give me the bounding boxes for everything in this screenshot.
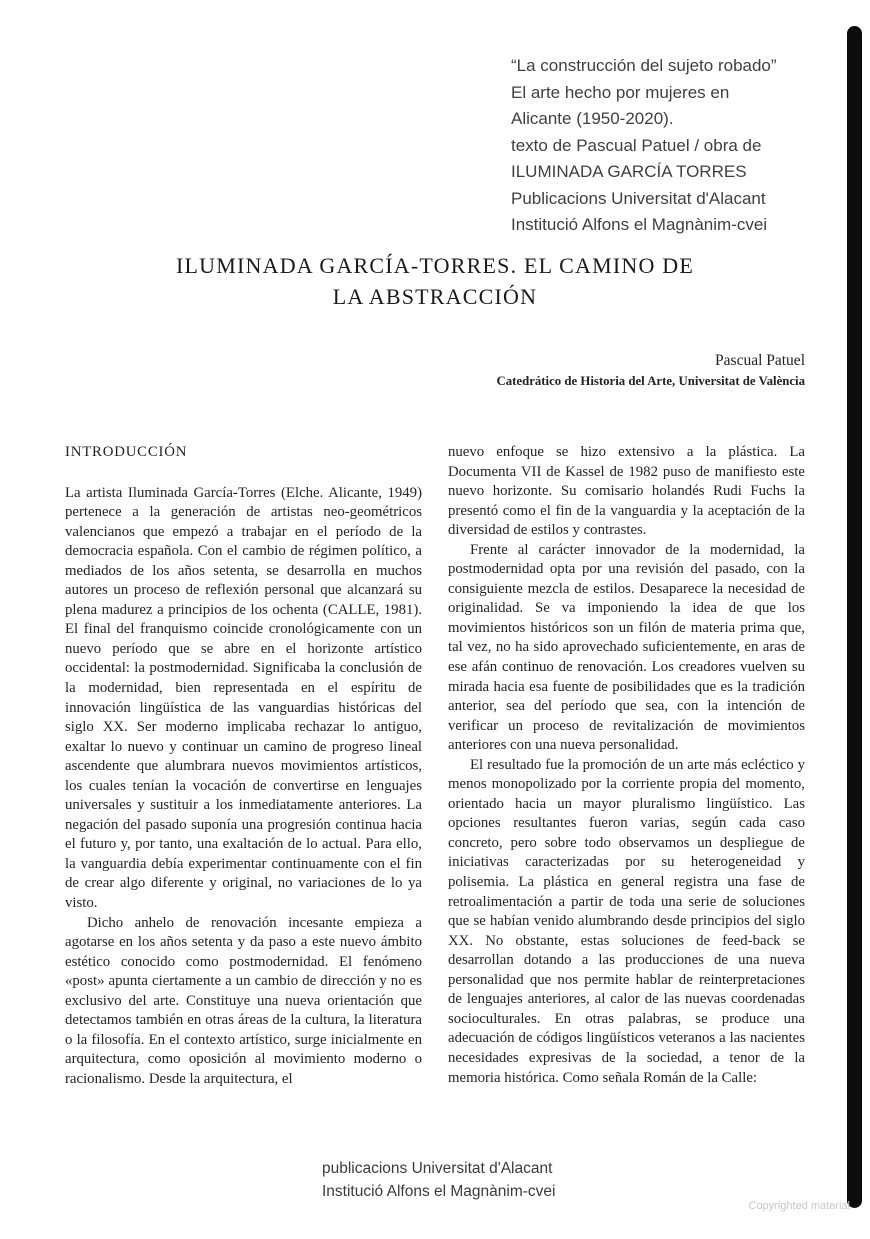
author-name: Pascual Patuel bbox=[715, 352, 805, 369]
publisher-footer bbox=[322, 1157, 555, 1203]
paragraph: nuevo enfoque se hizo extensivo a la plástica. La Documenta VII de Kassel de 1982 puso de manifiesto este nuevo horizonte. Su comisario holandés Rudi Fuchs la presentó como el fin de la vanguardia y la aceptación de la diversidad de estilos y contrastes. bbox=[448, 444, 805, 539]
author-block bbox=[497, 352, 806, 389]
publication-info-line: Publicacions Universitat d'Alacant bbox=[511, 188, 766, 208]
paragraph: La artista Iluminada García-Torres (Elche. Alicante, 1949) pertenece a la generación de artistas neo-geométricos valencianos que empezó a trabajar en el período de la democracia española. Con el cambio de régimen político, a mediados de los años setenta, se desarrolla en muchos autores un proceso de reflexión personal que alcanzará su plena madurez a principios de los ochenta (CALLE, 1981). El final del franquismo coincide cronológicamente con un nuevo período que se abre en el horizonte artístico occidental: la postmodernidad. Significaba la conclusión de la modernidad, bien representada en el espíritu de innovación lingüística de las vanguardias históricas del siglo XX. Ser moderno implicaba rechazar lo antiguo, exaltar lo nuevo y continuar un camino de progreso lineal ascendente que alumbrara nuevos movimientos artísticos, los cuales tenían la vocación de convertirse en lenguajes universales y sustituir a los inmediatamente anteriores. La negación del pasado suponía una progresión continua hacia el futuro y, por tanto, una exaltación de lo actual. Para ello, la vanguardia debía experimentar continuamente con el fin de crear algo diferente y original, no variaciones de lo ya visto. bbox=[65, 484, 422, 912]
scan-edge-bar bbox=[847, 26, 862, 1208]
chapter-title bbox=[65, 250, 805, 312]
chapter-title-line1: ILUMINADA GARCÍA-TORRES. EL CAMINO DE bbox=[175, 253, 694, 278]
publication-info-line: El arte hecho por mujeres en bbox=[511, 82, 730, 102]
section-heading-introduccion: INTRODUCCIÓN bbox=[65, 444, 188, 460]
paragraph: Dicho anhelo de renovación incesante empieza a agotarse en los años setenta y da paso a este nuevo ámbito estético conocido como postmodernidad. El fenómeno «post» apunta ciertamente a un cambio de dirección y no es exclusivo del arte. Constituye una nueva orientación que detectamos también en otras áreas de la cultura, la literatura o la filosofía. En el contexto artístico, surge inicialmente en arquitectura, como oposición al movimiento moderno o racionalismo. Desde la arquitectura, el bbox=[65, 914, 422, 1087]
paragraph: El resultado fue la promoción de un arte más ecléctico y menos monopolizado por la corriente propia del momento, orientado hacia un mayor pluralismo lingüístico. Las opciones resultantes fueron varias, según cada caso concreto, pero sobre todo observamos un despliegue de iniciativas caracterizadas por su heterogeneidad y polisemia. La plástica en general registra una fase de retroalimentación a partir de toda una serie de soluciones que se habían venido alumbrando desde principios del siglo XX. No obstante, estas soluciones de feed-back se desarrollan dotando a las producciones de una nueva personalidad que nos permite hablar de reinterpretaciones de lenguajes anteriores, al calor de las nuevas coordenadas socioculturales. En otras palabras, se produce una adecuación de códigos lingüísticos veteranos a las nacientes necesidades expresivas de la sociedad, a tenor de la memoria histórica. Como señala Román de la Calle: bbox=[448, 756, 805, 1086]
chapter-title-line2: LA ABSTRACCIÓN bbox=[332, 284, 538, 309]
publication-info-block bbox=[511, 53, 831, 239]
author-affiliation: Catedrático de Historia del Arte, Universitat de València bbox=[496, 374, 805, 388]
copyright-watermark: Copyrighted material bbox=[748, 1200, 850, 1212]
publisher-footer-line: publicacions Universitat d'Alacant bbox=[322, 1160, 553, 1177]
publisher-footer-line: Institució Alfons el Magnànim-cvei bbox=[322, 1183, 556, 1200]
left-text-column bbox=[65, 443, 422, 1090]
publication-info-line: “La construcción del sujeto robado” bbox=[511, 56, 777, 75]
publication-info-line: Alicante (1950-2020). bbox=[511, 109, 674, 128]
publication-info-line: Institució Alfons el Magnànim-cvei bbox=[511, 215, 768, 234]
publication-info-line: texto de Pascual Patuel / obra de bbox=[511, 135, 762, 155]
paragraph: Frente al carácter innovador de la modernidad, la postmodernidad opta por una revisión del pasado, con la consiguiente mezcla de estilos. Desaparece la necesidad de originalidad. Se va imponiendo la idea de que los movimientos históricos son un filón de materia prima que, tal vez, no ha sido aprovechado suficientemente, en aras de ese afán continuo de renovación. Los creadores vuelven su mirada hacia esa fuente de posibilidades que es la tradición anterior, sea del período que sea, con la intención de verificar un proceso de revitalización de movimientos anteriores con una nueva personalidad. bbox=[448, 541, 805, 754]
publication-info-line: ILUMINADA GARCÍA TORRES bbox=[511, 162, 747, 181]
right-text-column bbox=[448, 443, 805, 1088]
